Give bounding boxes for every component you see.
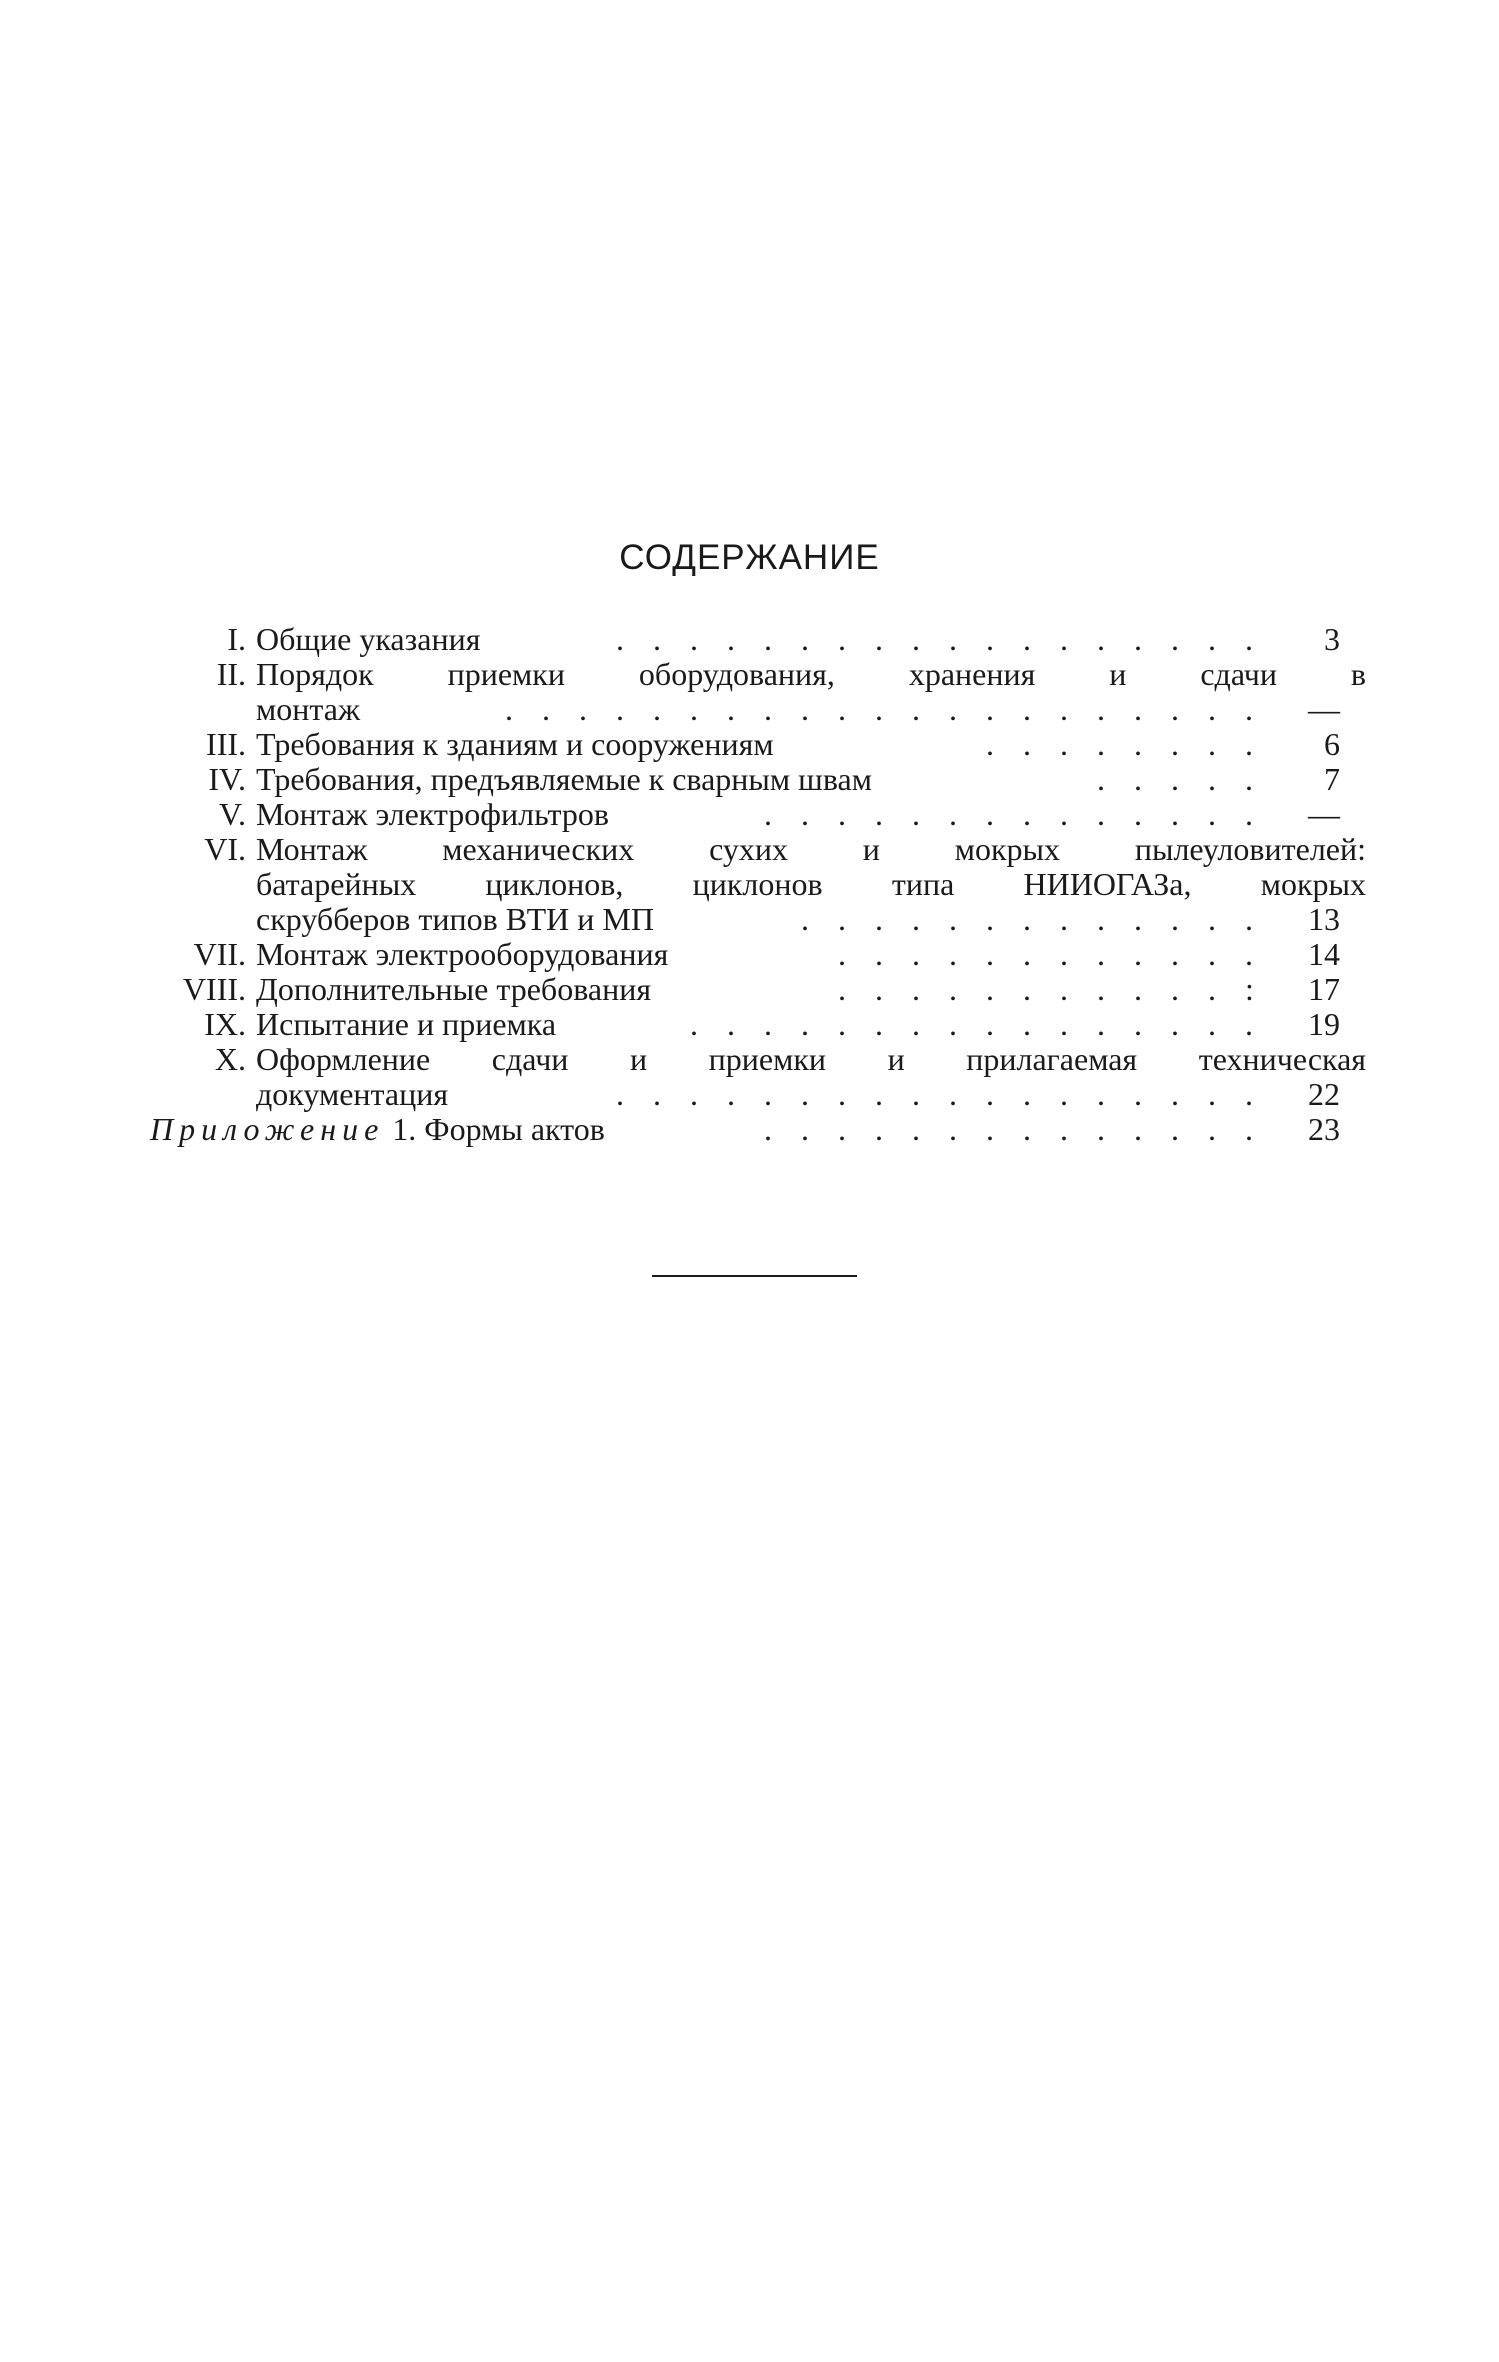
leader-dot: . (801, 901, 809, 937)
leader-dot: . (764, 691, 772, 727)
leader-dot: . (838, 1006, 846, 1042)
table-of-contents (150, 621, 1366, 1147)
leader-dot: . (690, 621, 698, 657)
leader-dot: . (1245, 936, 1253, 972)
leader-dot: . (1097, 726, 1105, 762)
leader-dot: . (912, 1076, 920, 1112)
toc-entry-continuation (150, 902, 1340, 937)
leader-dot: . (986, 901, 994, 937)
leader-dot: . (1245, 761, 1253, 797)
leader-dot: . (1245, 621, 1253, 657)
leader-dot: . (542, 691, 550, 727)
page-number: 17 (1308, 971, 1340, 1007)
section-number: III. (206, 726, 246, 762)
leader-dot: . (764, 796, 772, 832)
leader-dot: . (1134, 691, 1142, 727)
toc-entry (150, 797, 1340, 832)
leader-dot: . (727, 1076, 735, 1112)
leader-dot: . (1097, 621, 1105, 657)
leader-dot: . (1171, 726, 1179, 762)
leader-dot: . (1097, 971, 1105, 1007)
leader-dot: . (949, 936, 957, 972)
leader-dot: . (1208, 726, 1216, 762)
leader-dot: . (1245, 726, 1253, 762)
leader-dot: . (1097, 691, 1105, 727)
leader-dot: . (875, 971, 883, 1007)
leader-dot: . (616, 621, 624, 657)
leader-dot: . (1060, 796, 1068, 832)
page-number: 6 (1324, 726, 1340, 762)
leader-dot: . (1097, 796, 1105, 832)
leader-dot: . (1060, 936, 1068, 972)
leader-dot: . (653, 1076, 661, 1112)
toc-entry (150, 937, 1340, 972)
leader-dot: . (949, 621, 957, 657)
page-number: 22 (1308, 1076, 1340, 1112)
leader-dot: . (912, 901, 920, 937)
leader-dot: . (764, 1076, 772, 1112)
leader-dot: . (1171, 1006, 1179, 1042)
leader-dot: . (1060, 901, 1068, 937)
leader-dot: . (875, 936, 883, 972)
section-title: Порядок приемки оборудования, хранения и сдачи в (256, 656, 1366, 692)
appendix-heading (150, 1112, 605, 1147)
leader-dot: . (690, 691, 698, 727)
leader-dot: . (875, 621, 883, 657)
leader-dot: . (875, 901, 883, 937)
leader-dot: . (1060, 1006, 1068, 1042)
leader-dot: . (1023, 901, 1031, 937)
leader-dot: . (616, 691, 624, 727)
section-title: Дополнительные требования (256, 971, 652, 1007)
leader-dot: . (875, 1111, 883, 1147)
leader-dot: . (912, 796, 920, 832)
leader-dot: . (1245, 691, 1253, 727)
leader-dot: . (838, 971, 846, 1007)
leader-dot: . (1097, 1076, 1105, 1112)
leader-dot: . (1171, 971, 1179, 1007)
leader-dot: . (949, 1111, 957, 1147)
page-number: 13 (1308, 901, 1340, 937)
toc-entry-continuation (150, 866, 1366, 902)
leader-dot: . (1023, 691, 1031, 727)
leader-dot: . (949, 971, 957, 1007)
page-title: СОДЕРЖАНИЕ (619, 538, 880, 577)
leader-dot: . (986, 691, 994, 727)
toc-entry (150, 762, 1340, 797)
leader-dot: . (1023, 726, 1031, 762)
leader-dot: . (949, 901, 957, 937)
toc-entry-continuation (150, 692, 1340, 727)
leader-dot: . (1208, 1076, 1216, 1112)
section-number: I. (227, 621, 246, 657)
leader-dot: . (1208, 761, 1216, 797)
section-title: Общие указания (256, 621, 481, 657)
page-number: 14 (1308, 936, 1340, 972)
leader-dot: . (1060, 971, 1068, 1007)
appendix-number: 1. (392, 1111, 417, 1147)
leader-dot: . (579, 691, 587, 727)
section-title: Испытание и приемка (256, 1006, 557, 1042)
section-title-continuation: батарейных циклонов, циклонов типа НИИОГАЗа, мокрых (256, 866, 1366, 902)
leader-dot: . (1171, 761, 1179, 797)
closing-rule (652, 1275, 857, 1277)
leader-dot: . (838, 691, 846, 727)
leader-dot: . (1060, 621, 1068, 657)
leader-dot: . (986, 1111, 994, 1147)
leader-dot: . (838, 796, 846, 832)
leader-dot: . (616, 1076, 624, 1112)
leader-dot: . (690, 1076, 698, 1112)
leader-dot: . (1134, 726, 1142, 762)
leader-dot: . (986, 726, 994, 762)
leader-dot: . (764, 621, 772, 657)
leader-dot: . (875, 796, 883, 832)
toc-entry (150, 972, 1340, 1007)
section-number: VII. (193, 936, 246, 972)
section-title: Оформление сдачи и приемки и прилагаемая техническая (256, 1041, 1366, 1077)
toc-entry (150, 1007, 1340, 1042)
leader-dot: . (1134, 796, 1142, 832)
leader-dot: . (912, 691, 920, 727)
leader-dot: . (727, 1006, 735, 1042)
appendix-label: Приложение (150, 1111, 385, 1147)
page-number: — (1308, 796, 1340, 832)
leader-dot: . (1245, 1076, 1253, 1112)
leader-dot: . (505, 691, 513, 727)
section-number: IV. (208, 761, 246, 797)
leader-dot: . (1208, 1006, 1216, 1042)
toc-entry-appendix (150, 1112, 1340, 1147)
leader-dot: . (1245, 1111, 1253, 1147)
leader-dot: . (1171, 1076, 1179, 1112)
leader-dot: . (1171, 621, 1179, 657)
leader-dot: . (801, 796, 809, 832)
page-number: 7 (1324, 761, 1340, 797)
leader-dot: . (1097, 901, 1105, 937)
leader-dot: . (801, 691, 809, 727)
leader-dot: . (1134, 971, 1142, 1007)
leader-dot: . (764, 1006, 772, 1042)
leader-dot: . (1134, 621, 1142, 657)
page-number: 19 (1308, 1006, 1340, 1042)
section-number: IX. (204, 1006, 246, 1042)
leader-dot: . (1171, 901, 1179, 937)
leader-dot: . (653, 621, 661, 657)
leader-dot: . (1097, 1006, 1105, 1042)
leader-dot: . (1023, 796, 1031, 832)
leader-dot: . (949, 1006, 957, 1042)
leader-dot: . (949, 691, 957, 727)
leader-dot: . (1023, 1111, 1031, 1147)
leader-dot: . (1171, 936, 1179, 972)
leader-dot: . (1171, 691, 1179, 727)
leader-dot: . (986, 1006, 994, 1042)
leader-dot: . (1171, 1111, 1179, 1147)
leader-dot: . (1097, 1111, 1105, 1147)
leader-dot: . (912, 1111, 920, 1147)
leader-dot: . (727, 691, 735, 727)
leader-dot: . (1134, 761, 1142, 797)
leader-dot: . (1060, 691, 1068, 727)
toc-entry (150, 656, 1366, 692)
section-number: VIII. (182, 971, 246, 1007)
leader-dot: . (912, 971, 920, 1007)
leader-dot: . (838, 1076, 846, 1112)
leader-dot: . (838, 621, 846, 657)
leader-dot: . (1134, 901, 1142, 937)
leader-dot: . (875, 1076, 883, 1112)
page-number: — (1308, 691, 1340, 727)
leader-dot: . (1060, 726, 1068, 762)
leader-dot: . (1208, 971, 1216, 1007)
leader-dot: . (764, 1111, 772, 1147)
page-number: 3 (1324, 621, 1340, 657)
section-title: Монтаж электрооборудования (256, 936, 669, 972)
section-title: Требования, предъявляемые к сварным швам (256, 761, 872, 797)
section-title-continuation: скрубберов типов ВТИ и МП (256, 901, 654, 937)
leader-dot: . (912, 936, 920, 972)
leader-dot: . (727, 621, 735, 657)
leader-dot: . (1023, 1076, 1031, 1112)
leader-dot: . (1060, 1076, 1068, 1112)
toc-entry (150, 622, 1340, 657)
leader-dot: . (690, 1006, 698, 1042)
leader-dot: . (653, 691, 661, 727)
leader-dot: . (801, 1076, 809, 1112)
leader-dot: . (1023, 621, 1031, 657)
leader-dot: . (1208, 621, 1216, 657)
leader-dot: . (1134, 1111, 1142, 1147)
leader-dot: . (1134, 1006, 1142, 1042)
leader-dot: . (1097, 761, 1105, 797)
leader-dot: . (1208, 796, 1216, 832)
leader-dot: . (801, 1006, 809, 1042)
leader-dot: . (1134, 1076, 1142, 1112)
leader-dot: . (838, 1111, 846, 1147)
leader-dot: . (1208, 936, 1216, 972)
leader-dot: . (986, 796, 994, 832)
leader-dot: . (912, 1006, 920, 1042)
leader-dot: . (986, 936, 994, 972)
appendix-title: Формы актов (424, 1111, 605, 1147)
section-title-continuation: монтаж (256, 691, 361, 727)
leader-dot: . (1208, 1111, 1216, 1147)
leader-dot: . (986, 1076, 994, 1112)
leader-dot: . (949, 1076, 957, 1112)
leader-dot: . (801, 621, 809, 657)
leader-dot: . (949, 796, 957, 832)
leader-dot: . (1245, 796, 1253, 832)
section-number: II. (216, 656, 246, 692)
toc-entry (150, 727, 1340, 762)
leader-dot: . (1097, 936, 1105, 972)
leader-dot: . (838, 901, 846, 937)
section-title-continuation: документация (256, 1076, 449, 1112)
page-number: 23 (1308, 1111, 1340, 1147)
leader-dot: . (1134, 936, 1142, 972)
leader-dot: . (1023, 1006, 1031, 1042)
section-number: X. (214, 1041, 246, 1077)
leader-dot: . (1171, 796, 1179, 832)
leader-dot: . (1208, 901, 1216, 937)
section-title: Монтаж электрофильтров (256, 796, 609, 832)
toc-entry (150, 1041, 1366, 1077)
leader-dot: . (1023, 971, 1031, 1007)
section-title: Требования к зданиям и сооружениям (256, 726, 774, 762)
leader-dot: . (875, 691, 883, 727)
leader-dot: . (838, 936, 846, 972)
leader-dot: . (875, 1006, 883, 1042)
leader-dot: . (1245, 901, 1253, 937)
leader-dot: . (1060, 1111, 1068, 1147)
leader-dot: . (986, 621, 994, 657)
toc-entry (150, 831, 1366, 867)
section-number: VI. (204, 831, 246, 867)
toc-entry-continuation (150, 1077, 1340, 1112)
leader-dot: . (1208, 691, 1216, 727)
leader-dot: . (1023, 936, 1031, 972)
leader-dot: . (801, 1111, 809, 1147)
leader-dot: . (912, 621, 920, 657)
leader-dot: : (1245, 971, 1254, 1007)
leader-dot: . (1245, 1006, 1253, 1042)
section-number: V. (219, 796, 246, 832)
leader-dot: . (986, 971, 994, 1007)
section-title: Монтаж механических сухих и мокрых пылеуловителей: (256, 831, 1366, 867)
